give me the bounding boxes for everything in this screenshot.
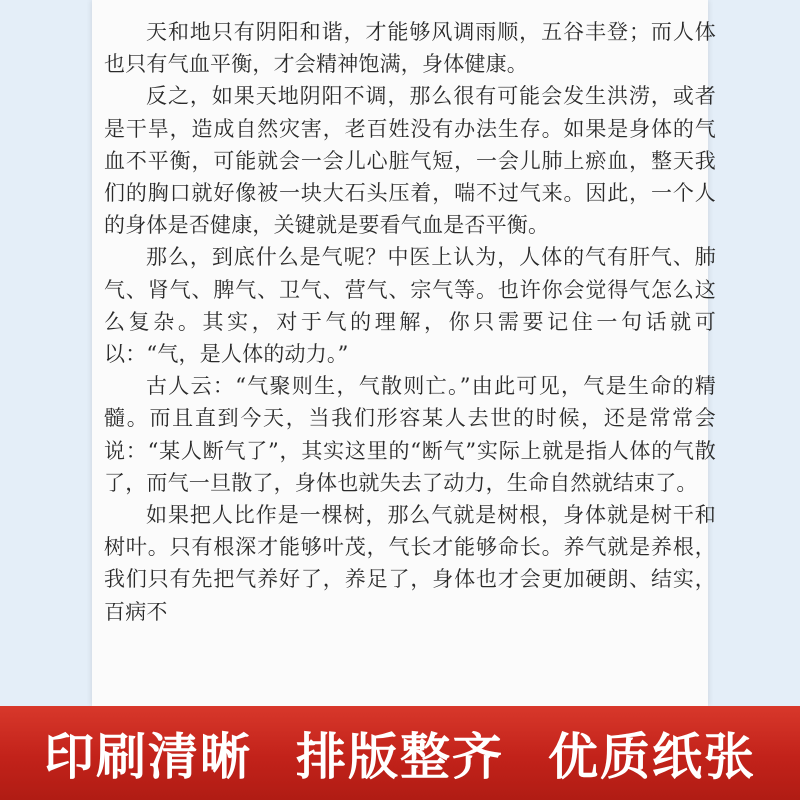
background-left-stripe bbox=[0, 0, 92, 706]
promo-banner bbox=[0, 706, 800, 800]
paragraph: 天和地只有阴阳和谐，才能够风调雨顺，五谷丰登；而人体也只有气血平衡，才会精神饱满，身体健康。 bbox=[104, 20, 716, 77]
paragraph: 古人云：“气聚则生，气散则亡。”由此可见，气是生命的精髓。而且直到今天，当我们形容某人去世的时候，还是常常会说：“某人断气了”，其实这里的“断气”实际上就是指人体的气散了，而气一旦散了，身体也就失去了动力，生命自然就结束了。 bbox=[104, 374, 716, 495]
promo-phrase-layout-neat: 排版整齐 bbox=[296, 728, 504, 786]
paragraph: 那么，到底什么是气呢？中医上认为，人体的气有肝气、肺气、肾气、脾气、卫气、营气、宗气等。也许你会觉得气怎么这么复杂。其实，对于气的理解，你只需要记住一句话就可以：“气，是人体的动力。” bbox=[104, 245, 716, 367]
book-page-text bbox=[104, 16, 716, 628]
promo-phrase-quality-paper: 优质纸张 bbox=[548, 728, 756, 786]
background-right-stripe bbox=[708, 0, 800, 706]
promo-banner-text bbox=[0, 706, 800, 800]
promo-phrase-print-clear: 印刷清晰 bbox=[44, 728, 252, 786]
paragraph: 反之，如果天地阴阳不调，那么很有可能会发生洪涝，或者是干旱，造成自然灾害，老百姓没有办法生存。如果是身体的气血不平衡，可能就会一会儿心脏气短，一会儿肺上瘀血，整天我们的胸口就好像被一块大石头压着，喘不过气来。因此，一个人的身体是否健康，关键就是要看气血是否平衡。 bbox=[104, 84, 716, 238]
paragraph: 如果把人比作是一棵树，那么气就是树根，身体就是树干和树叶。只有根深才能够叶茂，气长才能够命长。养气就是养根，我们只有先把气养好了，养足了，身体也才会更加硬朗、结实，百病不 bbox=[104, 503, 716, 624]
